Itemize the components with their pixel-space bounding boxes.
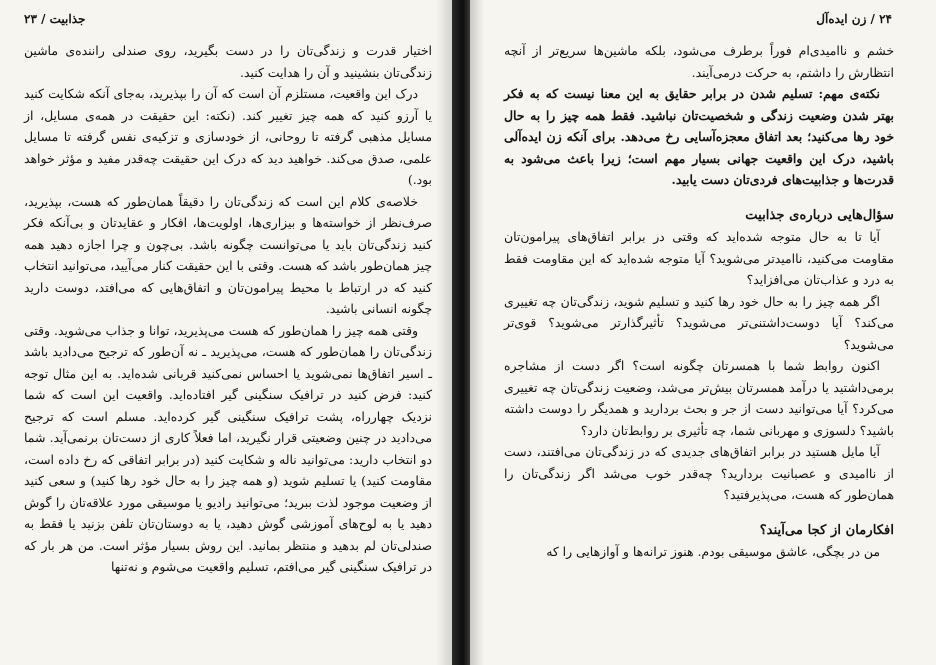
left-page-body — [24, 40, 432, 578]
right-page-header — [470, 12, 936, 30]
left-page-running-head: جذابیت / ۲۳ — [24, 12, 86, 26]
left-paragraph-3: خلاصه‌ی کلام این است که زندگی‌تان را دقیقاً همان‌طور که هست، بپذیرید، صرف‌نظر از خواسته‌ها و بیزاری‌ها، اولویت‌ها، افکار و عقایدتان و بی‌آنکه فکر کنید زندگی‌تان باید یا می‌توانست چگونه باشد. بی‌چون و چرا اجازه دهید همه چیز همان‌طور باشد که هست. وقتی با این حقیقت کنار می‌آیید، می‌توانید انتخاب کنید که در ارتباط با محیط پیرامون‌تان و اتفاق‌هایی که می‌افتد، دوست دارید چگونه انسانی باشید. — [24, 193, 432, 316]
question-paragraph-2: اگر همه چیز را به حال خود رها کنید و تسلیم شوید، زندگی‌تان چه تغییری می‌کند؟ آیا دوست‌داشتنی‌تر می‌شوید؟ تأثیرگذارتر می‌شوید؟ قوی‌تر می‌شوید؟ — [504, 293, 894, 352]
right-note-paragraph: نکته‌ی مهم: تسلیم شدن در برابر حقایق به این معنا نیست که به فکر بهتر شدن وضعیت زندگی و شخصیت‌تان نباشید. فقط همه چیز را به حال خود رها می‌کنید؛ بعد اتفاق معجزه‌آسایی رخ می‌دهد. برای آنکه زن ایده‌آلی باشید، درک این واقعیت جهانی بسیار مهم است؛ زیرا باعث می‌شود به قدرت‌ها و جذابیت‌های فردی‌تان دست یابید. — [504, 86, 894, 187]
question-paragraph-4: آیا مایل هستید در برابر اتفاق‌های جدیدی که در زندگی‌تان می‌افتند، دست از ناامیدی و عصبانیت بردارید؟ چه‌قدر خوب می‌شد اگر زندگی‌تان را همان‌طور که هست، می‌پذیرفتید؟ — [504, 444, 894, 502]
right-intro-paragraph: خشم و ناامیدی‌ام فوراً برطرف می‌شود، بلکه ماشین‌ها سریع‌تر از آنچه انتظارش را داشتم، به حرکت درمی‌آیند. — [504, 43, 894, 80]
left-paragraph-2: درک این واقعیت، مستلزم آن است که آن را بپذیرید، به‌جای آنکه شکایت کنید یا آرزو کنید که همه چیز تغییر کند. (نکته: این حقیقت در همه‌ی مسایل، از مسایل مذهبی گرفته تا روحانی، از خودسازی و تزکیه‌ی نفس گرفته تا مسایل علمی، صدق می‌کند. خواهید دید که درک این حقیقت چه‌قدر مفید و مؤثر خواهد بود.) — [24, 86, 432, 187]
thoughts-paragraph-1: من در بچگی، عاشق موسیقی بودم. هنوز ترانه‌ها و آوازهایی را که — [546, 544, 880, 559]
left-page-header — [0, 12, 452, 30]
question-paragraph-1: آیا تا به حال متوجه شده‌اید که وقتی در برابر اتفاق‌های پیرامون‌تان مقاومت می‌کنید، ناامیدتر می‌شوید؟ آیا متوجه شده‌اید که این مقاومت فقط به درد و عذاب‌تان می‌افزاید؟ — [504, 229, 894, 287]
right-page-body — [504, 40, 894, 563]
right-page-running-head: ۲۴ / زن ایده‌آل — [816, 12, 892, 26]
left-page — [0, 0, 452, 665]
right-gutter-shadow — [470, 0, 484, 665]
left-paragraph-4: وقتی همه چیز را همان‌طور که هست می‌پذیرید، توانا و جذاب می‌شوید. وقتی زندگی‌تان را همان‌طور که هست، می‌پذیرید ـ نه آن‌طور که ترجیح می‌دادید باشد ـ اسیر اتفاق‌ها نمی‌شوید یا احساس نمی‌کنید قربانی شده‌اید. به این مثال توجه کنید: فرض کنید در ترافیک سنگینی گیر افتاده‌اید. واقعیت این است که شما نزدیک چهارراه، پشت ترافیک سنگینی گیر کرده‌اید. مسلم است که ترجیح می‌دادید در چنین وضعیتی قرار نگیرید، اما فعلاً کاری از دست‌تان برنمی‌آید. شما دو انتخاب دارید: می‌توانید ناله و شکایت کنید (در برابر اتفاقی که رخ داده است، مقاومت کنید) یا تسلیم شوید (و همه چیز را به حال خود رها کنید) و سعی کنید از وضعیت موجود لذت ببرید؛ می‌توانید رادیو یا موسیقی مورد علاقه‌تان را گوش دهید یا به لوح‌های آموزشی گوش دهید، یا به دوستان‌تان تلفن بزنید یا فقط به صندلی‌تان لم بدهید و منتظر بمانید. این روش بسیار مؤثر است. من هر بار که در ترافیک سنگینی گیر می‌افتم، تسلیم واقعیت می‌شوم و نه‌تنها — [24, 322, 432, 574]
question-paragraph-3: اکنون روابط شما با همسرتان چگونه است؟ اگر دست از مشاجره برمی‌داشتید یا درآمد همسرتان بیش‌تر می‌شد، وضعیت زندگی‌تان چه تغییری می‌کرد؟ آیا می‌توانید دست از جر و بحث بردارید و همدیگر را دوست داشته باشید؟ دلسوزی و مهربانی شما، چه تأثیری بر روابط‌تان دارد؟ — [504, 358, 894, 438]
book-spine — [452, 0, 470, 665]
right-page — [470, 0, 936, 665]
left-paragraph-1: اختیار قدرت و زندگی‌تان را در دست بگیرید، روی صندلی راننده‌ی ماشین زندگی‌تان بنشینید و آن را هدایت کنید. — [24, 43, 432, 80]
section-heading-thoughts: افکارمان از کجا می‌آیند؟ — [759, 522, 894, 538]
section-heading-questions: سؤال‌هایی درباره‌ی جذابیت — [745, 207, 894, 223]
left-gutter-shadow — [436, 0, 452, 665]
